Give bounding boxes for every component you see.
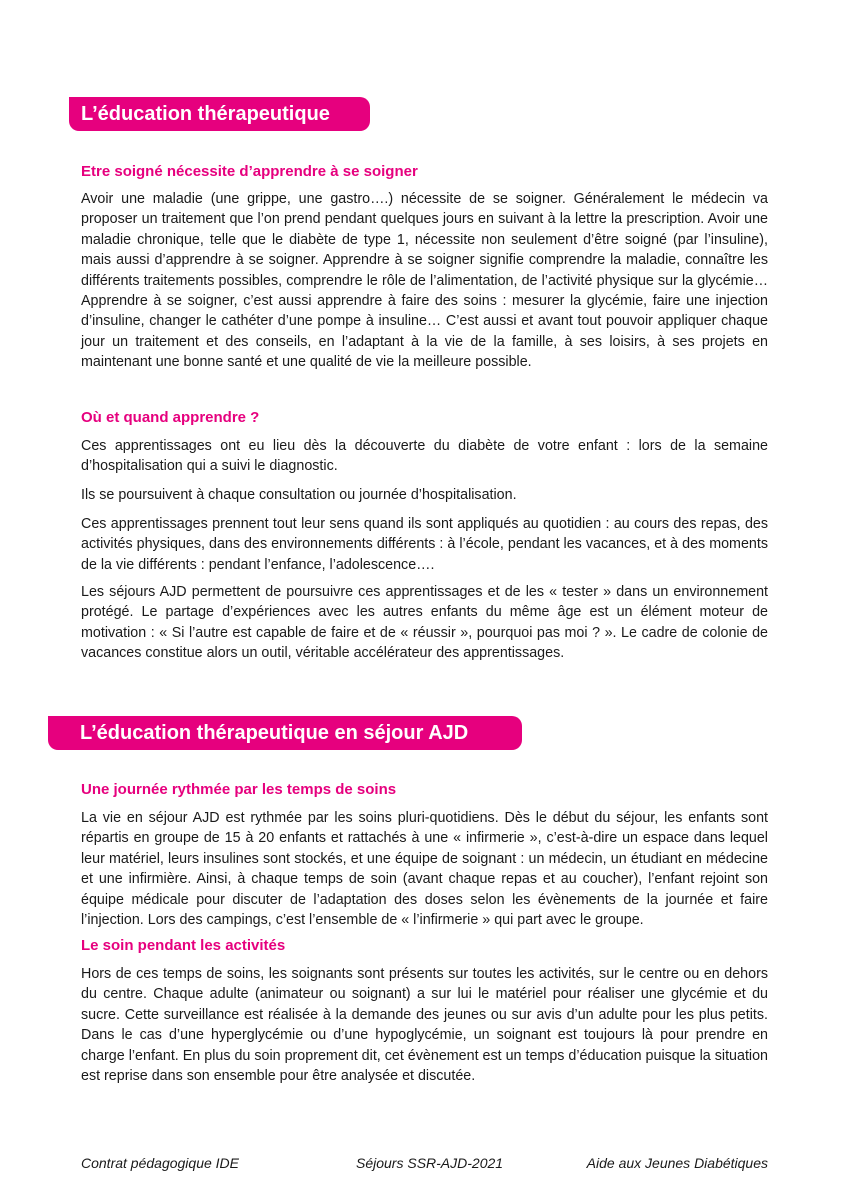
paragraph-quotidien: Ces apprentissages prennent tout leur sens quand ils sont appliqués au quotidien : au cours des repas, des activités physiques, dans des environnements différents : à l’école, pendant les vacances, et à des moments de la vie différents : pendant l’enfance, l’adolescence…. bbox=[81, 516, 768, 573]
footer-right: Aide aux Jeunes Diabétiques bbox=[586, 1155, 768, 1171]
subheading-soin-activites: Le soin pendant les activités bbox=[81, 937, 286, 954]
subheading-journee-rythmee: Une journée rythmée par les temps de soins bbox=[81, 781, 397, 798]
paragraph-consultation: Ils se poursuivent à chaque consultation ou journée d’hospitalisation. bbox=[81, 487, 517, 503]
paragraph-journee-rythmee: La vie en séjour AJD est rythmée par les soins pluri-quotidiens. Dès le début du séjour, les enfants sont répartis en groupe de 15 à 20 enfants et rattachés à une « infirmerie », c’est-à-dire un espace dans lequel leur matériel, leurs insulines sont stockés, et une équipe de soignant : un médecin, un étudiant en médecine et une infirmière. Ainsi, à chaque temps de soin (avant chaque repas et au coucher), l’enfant rejoint son équipe médicale pour discuter de l’adaptation des doses selon les évènements de la journée et faire l’injection. Lors des campings, c’est l’ensemble de « l’infirmerie » qui part avec le groupe. bbox=[81, 810, 768, 929]
footer-left: Contrat pédagogique IDE bbox=[81, 1155, 239, 1171]
paragraph-etre-soigne: Avoir une maladie (une grippe, une gastro….) nécessite de se soigner. Généralement le médecin va proposer un traitement que l’on prend pendant quelques jours en suivant à la lettre la prescription. Avoir une maladie chronique, telle que le diabète de type 1, nécessite non seulement d’être soigné (par l’insuline), mais aussi d’apprendre à se soigner. Apprendre à se soigner signifie comprendre la maladie, connaître les différents traitements possibles, comprendre le rôle de l’alimentation, de l’activité physique sur la glycémie… Apprendre à se soigner, c’est aussi apprendre à faire des soins : mesurer la glycémie, faire une injection d’insuline, changer le cathéter d’une pompe à insuline… C’est aussi et avant tout pouvoir appliquer chaque jour un traitement et des conseils, en l’adaptant à la vie de la famille, à ses loisirs, à ses projets en maintenant une bonne santé et une qualité de vie la meilleure possible. bbox=[81, 191, 768, 371]
paragraph-decouverte: Ces apprentissages ont eu lieu dès la découverte du diabète de votre enfant : lors de la semaine d’hospitalisation qui a suivi le diagnostic. bbox=[81, 438, 768, 475]
subheading-ou-et-quand: Où et quand apprendre ? bbox=[81, 409, 260, 426]
paragraph-soin-activites: Hors de ces temps de soins, les soignants sont présents sur toutes les activités, sur le centre ou en dehors du centre. Chaque adulte (animateur ou soignant) a sur lui le matériel pour réaliser une glycémie et du sucre. Cette surveillance est réalisée à la demande des jeunes ou sur avis d’un adulte pour les plus petits. Dans le cas d’une hyperglycémie ou d’une hypoglycémie, un soignant est toujours là pour prendre en charge l’enfant. En plus du soin proprement dit, cet évènement est un temps d’éducation puisque la situation est reprise dans son ensemble pour être analysée et discutée. bbox=[81, 966, 768, 1085]
paragraph-sejours-ajd: Les séjours AJD permettent de poursuivre ces apprentissages et de les « tester » dans un environnement protégé. Le partage d’expériences avec les autres enfants du même âge est un élément moteur de motivation : « Si l’autre est capable de faire et de « réussir », pourquoi pas moi ? ». Le cadre de colonie de vacances constitue alors un outil, véritable accélérateur des apprentissages. bbox=[81, 584, 768, 662]
section-banner-education-therapeutique: L’éducation thérapeutique bbox=[69, 97, 370, 131]
section-banner-education-sejour-ajd: L’éducation thérapeutique en séjour AJD bbox=[48, 716, 522, 750]
footer-center: Séjours SSR-AJD-2021 bbox=[356, 1155, 504, 1171]
subheading-etre-soigne: Etre soigné nécessite d’apprendre à se soigner bbox=[81, 163, 418, 180]
